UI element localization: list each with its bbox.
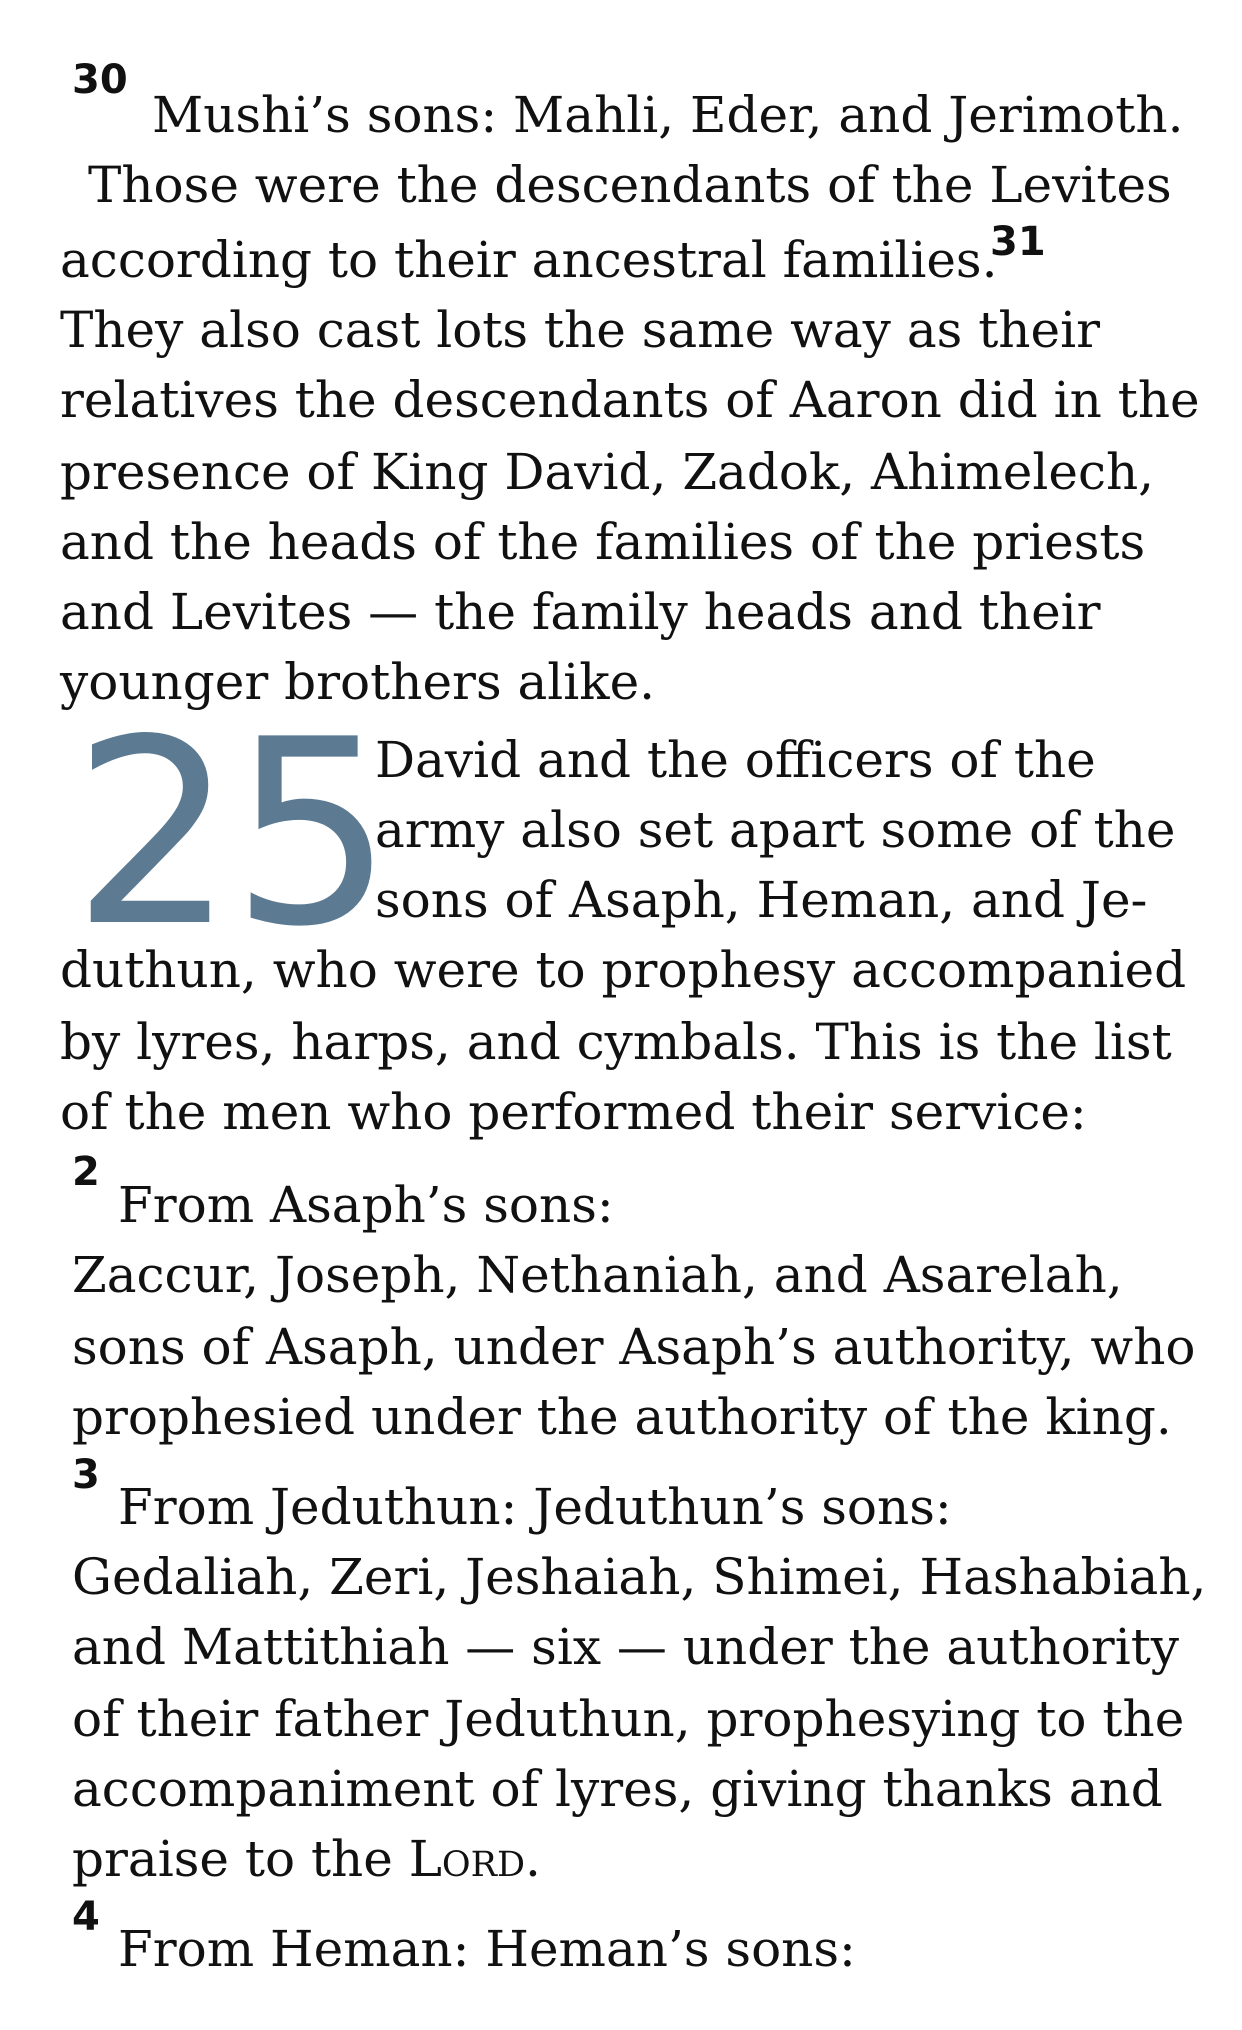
verse-number-4: 4 xyxy=(72,1894,100,1940)
text-line: and Mattithiah — six — under the authority xyxy=(72,1618,1180,1676)
verse-number-31: 31 xyxy=(990,219,1046,265)
text-line: of the men who performed their service: xyxy=(60,1083,1087,1141)
text-line: Zaccur, Joseph, Nethaniah, and Asarelah, xyxy=(72,1246,1123,1304)
text-line: sons of Asaph, Heman, and Je- xyxy=(375,871,1148,929)
text-line: younger brothers alike. xyxy=(60,653,656,711)
text-line: From Jeduthun: Jeduthun’s sons: xyxy=(118,1478,952,1536)
text-line: of their father Jeduthun, prophesying to the xyxy=(72,1690,1185,1748)
text-fragment: praise to the xyxy=(72,1830,409,1888)
text-line: They also cast lots the same way as their xyxy=(60,301,1100,359)
text-line: relatives the descendants of Aaron did in the xyxy=(60,371,1200,429)
verse-number-3: 3 xyxy=(72,1452,100,1498)
text-line: and Levites — the family heads and their xyxy=(60,583,1101,641)
text-line: Those were the descendants of the Levites xyxy=(88,156,1172,214)
text-line: duthun, who were to prophesy accompanied xyxy=(60,941,1187,999)
verse-number-30: 30 xyxy=(72,57,128,103)
text-line: prophesied under the authority of the king. xyxy=(72,1388,1172,1446)
text-line: Mushi’s sons: Mahli, Eder, and Jerimoth. xyxy=(152,86,1184,144)
text-line: and the heads of the families of the priests xyxy=(60,513,1146,571)
text-line: by lyres, harps, and cymbals. This is the list xyxy=(60,1013,1172,1071)
text-line: accompaniment of lyres, giving thanks and xyxy=(72,1760,1163,1818)
text-line: sons of Asaph, under Asaph’s authority, who xyxy=(72,1318,1196,1376)
text-line: according to their ancestral families. xyxy=(60,231,998,289)
text-line xyxy=(72,1830,541,1888)
text-line: army also set apart some of the xyxy=(375,801,1176,859)
text-line: From Asaph’s sons: xyxy=(118,1176,614,1234)
divine-name: Lord xyxy=(408,1830,526,1888)
text-fragment: . xyxy=(525,1830,541,1888)
chapter-number: 25 xyxy=(72,685,390,983)
text-line: From Heman: Heman’s sons: xyxy=(118,1920,856,1978)
text-line: David and the officers of the xyxy=(375,731,1096,789)
text-line: presence of King David, Zadok, Ahimelech, xyxy=(60,443,1155,501)
text-line: Gedaliah, Zeri, Jeshaiah, Shimei, Hashabiah, xyxy=(72,1548,1207,1606)
verse-number-2: 2 xyxy=(72,1149,100,1195)
